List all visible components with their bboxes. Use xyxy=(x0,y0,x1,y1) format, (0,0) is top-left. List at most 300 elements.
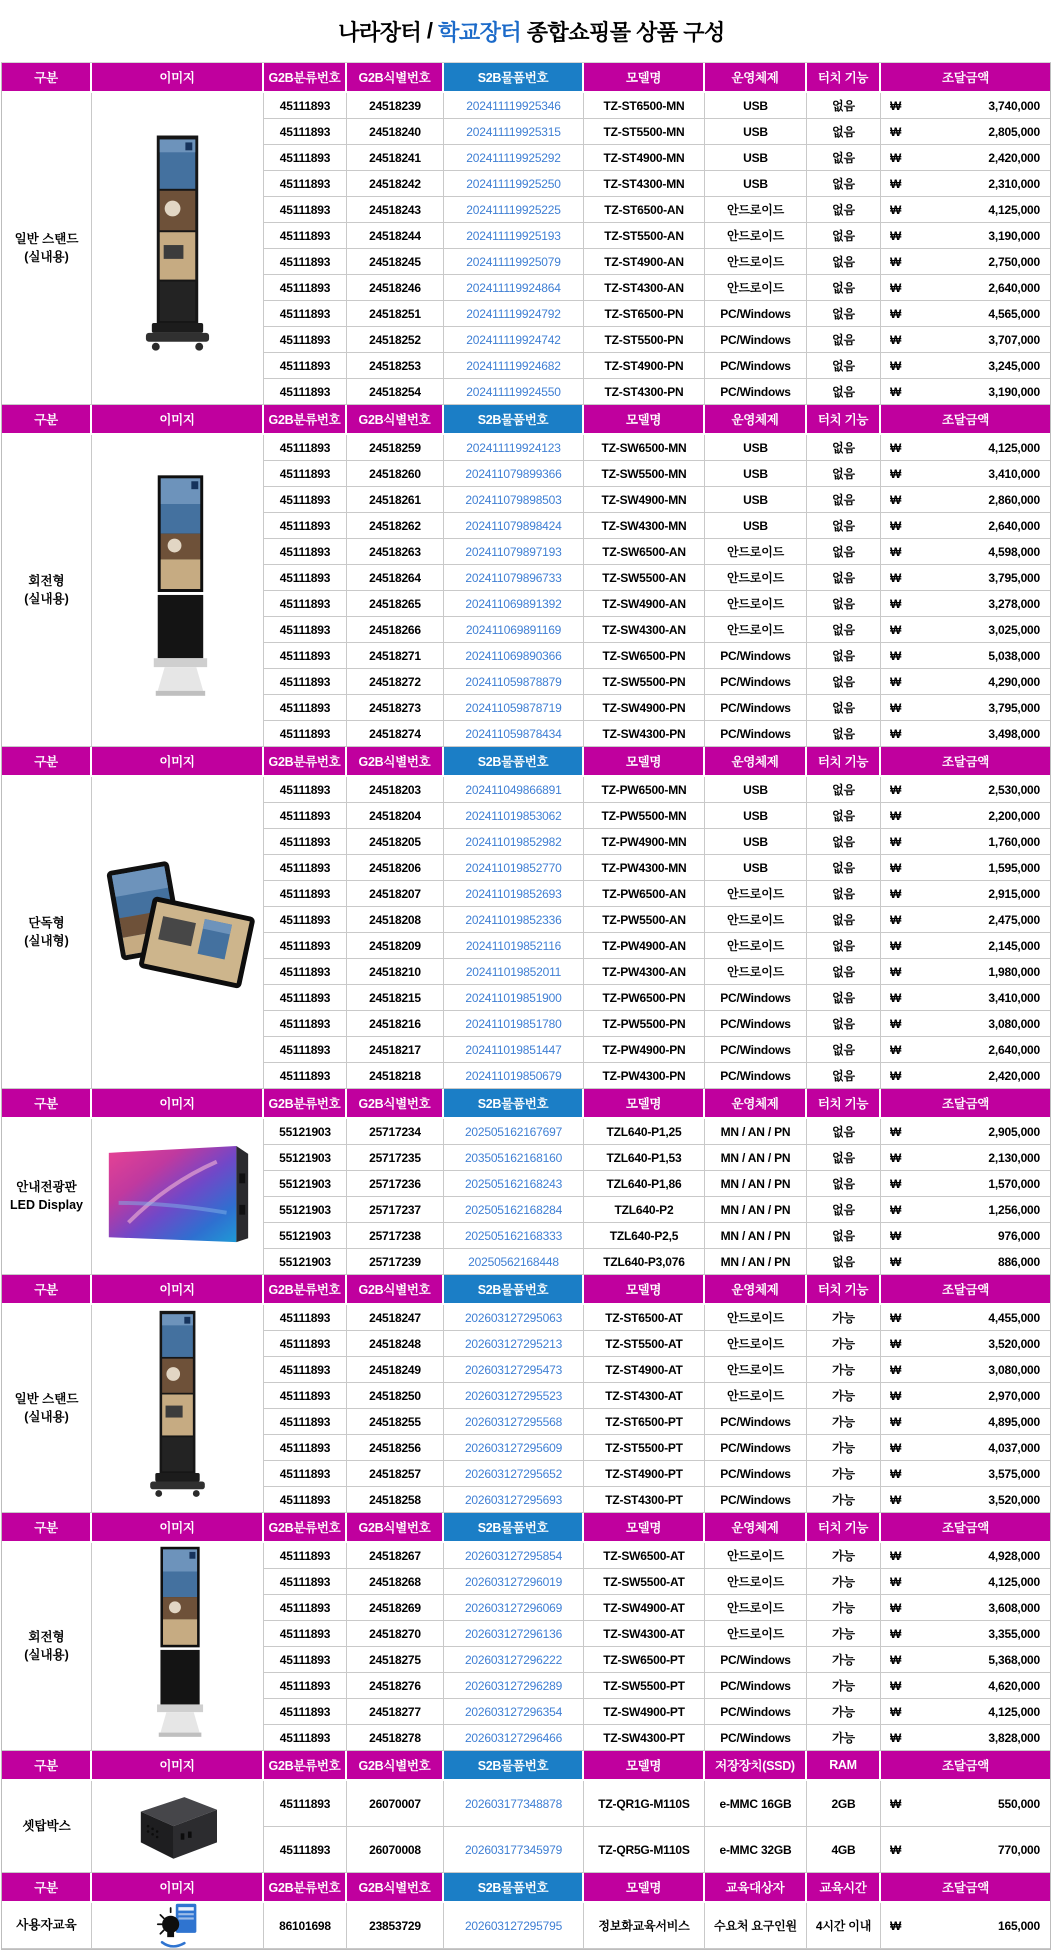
s2b-number-link[interactable]: 202411119925193 xyxy=(444,223,584,249)
column-header-s2b: S2B물품번호 xyxy=(444,405,584,435)
price-value: 3,828,000 xyxy=(988,1730,1040,1745)
g2b-class-cell: 45111893 xyxy=(264,119,347,145)
s2b-number-link[interactable]: 202411019853062 xyxy=(444,803,584,829)
s2b-number-link[interactable]: 202603177348878 xyxy=(444,1781,584,1827)
spec1-cell: PC/Windows xyxy=(705,985,807,1011)
s2b-number-link[interactable]: 202411019852011 xyxy=(444,959,584,985)
g2b-class-cell: 45111893 xyxy=(264,1037,347,1063)
spec1-cell: USB xyxy=(705,461,807,487)
price-cell xyxy=(881,1461,1050,1487)
column-header-7: 교육시간 xyxy=(807,1873,881,1903)
model-cell: TZ-ST5500-PN xyxy=(584,327,705,353)
currency-symbol: ₩ xyxy=(890,440,902,455)
price-cell xyxy=(881,93,1050,119)
spec2-cell: 없음 xyxy=(807,1011,881,1037)
model-cell: TZL640-P2,5 xyxy=(584,1223,705,1249)
s2b-number-link[interactable]: 202411019852116 xyxy=(444,933,584,959)
spec1-cell: 안드로이드 xyxy=(705,907,807,933)
spec1-cell: 안드로이드 xyxy=(705,1595,807,1621)
spec2-cell: 가능 xyxy=(807,1673,881,1699)
price-cell xyxy=(881,829,1050,855)
s2b-number-link[interactable]: 202411079899366 xyxy=(444,461,584,487)
model-cell: TZ-ST4900-AT xyxy=(584,1357,705,1383)
s2b-number-link[interactable]: 202411019851780 xyxy=(444,1011,584,1037)
price-cell xyxy=(881,721,1050,747)
currency-symbol: ₩ xyxy=(890,124,902,139)
g2b-ident-cell: 24518260 xyxy=(347,461,444,487)
g2b-ident-cell: 25717234 xyxy=(347,1119,444,1145)
s2b-number-link[interactable]: 202603127295063 xyxy=(444,1305,584,1331)
s2b-number-link[interactable]: 202411019850679 xyxy=(444,1063,584,1089)
currency-symbol: ₩ xyxy=(890,808,902,823)
s2b-number-link[interactable]: 202603177345979 xyxy=(444,1827,584,1873)
g2b-ident-cell: 24518244 xyxy=(347,223,444,249)
currency-symbol: ₩ xyxy=(890,1600,902,1615)
s2b-number-link[interactable]: 202505162167697 xyxy=(444,1119,584,1145)
spec1-cell: 안드로이드 xyxy=(705,249,807,275)
column-header-2: G2B분류번호 xyxy=(264,1275,347,1305)
column-header-7: 터치 기능 xyxy=(807,747,881,777)
g2b-ident-cell: 24518239 xyxy=(347,93,444,119)
model-cell: TZ-ST4900-MN xyxy=(584,145,705,171)
currency-symbol: ₩ xyxy=(890,912,902,927)
g2b-class-cell: 45111893 xyxy=(264,1569,347,1595)
s2b-number-link[interactable]: 202411059878434 xyxy=(444,721,584,747)
spec1-cell: PC/Windows xyxy=(705,669,807,695)
price-value: 4,125,000 xyxy=(988,202,1040,217)
spec1-cell: MN / AN / PN xyxy=(705,1145,807,1171)
price-cell xyxy=(881,145,1050,171)
price-value: 4,037,000 xyxy=(988,1440,1040,1455)
spec1-cell: MN / AN / PN xyxy=(705,1223,807,1249)
column-header-8: 조달금액 xyxy=(881,63,1050,93)
column-header-6: 운영체제 xyxy=(705,747,807,777)
spec1-cell: MN / AN / PN xyxy=(705,1119,807,1145)
spec2-cell: 없음 xyxy=(807,643,881,669)
product-section-5 xyxy=(2,1513,1050,1751)
spec2-cell: 없음 xyxy=(807,907,881,933)
spec1-cell: USB xyxy=(705,855,807,881)
model-cell: TZ-ST4300-PN xyxy=(584,379,705,405)
s2b-number-link[interactable]: 202411059878719 xyxy=(444,695,584,721)
price-value: 5,038,000 xyxy=(988,648,1040,663)
currency-symbol: ₩ xyxy=(890,834,902,849)
model-cell: TZ-ST6500-PN xyxy=(584,301,705,327)
price-cell xyxy=(881,1249,1050,1275)
column-header-6: 교육대상자 xyxy=(705,1873,807,1903)
model-cell: TZ-ST4300-AT xyxy=(584,1383,705,1409)
s2b-number-link[interactable]: 202603127295854 xyxy=(444,1543,584,1569)
standalone-display-image xyxy=(92,777,264,1089)
s2b-number-link[interactable]: 202603127296069 xyxy=(444,1595,584,1621)
price-value: 1,980,000 xyxy=(988,964,1040,979)
currency-symbol: ₩ xyxy=(890,228,902,243)
currency-symbol: ₩ xyxy=(890,1362,902,1377)
title-separator: / xyxy=(421,18,439,43)
g2b-class-cell: 45111893 xyxy=(264,1305,347,1331)
g2b-class-cell: 45111893 xyxy=(264,1487,347,1513)
model-cell: TZ-SW6500-PT xyxy=(584,1647,705,1673)
price-cell xyxy=(881,1903,1050,1949)
spec2-cell: 4GB xyxy=(807,1827,881,1873)
g2b-class-cell: 45111893 xyxy=(264,1647,347,1673)
s2b-number-link[interactable]: 202603127296136 xyxy=(444,1621,584,1647)
s2b-number-link[interactable]: 202411119925079 xyxy=(444,249,584,275)
currency-symbol: ₩ xyxy=(890,1414,902,1429)
currency-symbol: ₩ xyxy=(890,1548,902,1563)
price-value: 3,080,000 xyxy=(988,1362,1040,1377)
g2b-class-cell: 45111893 xyxy=(264,565,347,591)
price-cell xyxy=(881,1595,1050,1621)
s2b-number-link[interactable]: 20250562168448 xyxy=(444,1249,584,1275)
s2b-number-link[interactable]: 202411119924742 xyxy=(444,327,584,353)
model-cell: TZ-ST6500-MN xyxy=(584,93,705,119)
g2b-class-cell: 45111893 xyxy=(264,301,347,327)
model-cell: TZ-ST6500-AN xyxy=(584,197,705,223)
price-cell xyxy=(881,1063,1050,1089)
currency-symbol: ₩ xyxy=(890,544,902,559)
g2b-class-cell: 45111893 xyxy=(264,1621,347,1647)
price-value: 4,895,000 xyxy=(988,1414,1040,1429)
column-header-5: 모델명 xyxy=(584,405,705,435)
model-cell: TZL640-P1,25 xyxy=(584,1119,705,1145)
spec1-cell: PC/Windows xyxy=(705,379,807,405)
currency-symbol: ₩ xyxy=(890,384,902,399)
currency-symbol: ₩ xyxy=(890,1388,902,1403)
model-cell: TZ-PW4900-PN xyxy=(584,1037,705,1063)
currency-symbol: ₩ xyxy=(890,332,902,347)
spec1-cell: 수요처 요구인원 xyxy=(705,1903,807,1949)
column-header-s2b: S2B물품번호 xyxy=(444,1751,584,1781)
g2b-ident-cell: 24518267 xyxy=(347,1543,444,1569)
price-cell xyxy=(881,1673,1050,1699)
spec2-cell: 가능 xyxy=(807,1331,881,1357)
title-highlight: 학교장터 xyxy=(438,19,522,45)
s2b-number-link[interactable]: 202411119925250 xyxy=(444,171,584,197)
g2b-class-cell: 45111893 xyxy=(264,171,347,197)
s2b-number-link[interactable]: 202411019852336 xyxy=(444,907,584,933)
column-header-3: G2B식별번호 xyxy=(347,1751,444,1781)
s2b-number-link[interactable]: 202411069890366 xyxy=(444,643,584,669)
g2b-class-cell: 45111893 xyxy=(264,985,347,1011)
spec2-cell: 없음 xyxy=(807,513,881,539)
price-value: 4,125,000 xyxy=(988,440,1040,455)
spec2-cell: 없음 xyxy=(807,565,881,591)
s2b-number-link[interactable]: 202603127296354 xyxy=(444,1699,584,1725)
currency-symbol: ₩ xyxy=(890,1310,902,1325)
price-cell xyxy=(881,1171,1050,1197)
spec2-cell: 없음 xyxy=(807,1037,881,1063)
g2b-ident-cell: 24518274 xyxy=(347,721,444,747)
model-cell: TZ-ST5500-AT xyxy=(584,1331,705,1357)
model-cell: TZ-ST4900-AN xyxy=(584,249,705,275)
s2b-number-link[interactable]: 202603127296466 xyxy=(444,1725,584,1751)
s2b-number-link[interactable]: 202411119925346 xyxy=(444,93,584,119)
spec2-cell: 없음 xyxy=(807,1119,881,1145)
s2b-number-link[interactable]: 202603127295609 xyxy=(444,1435,584,1461)
model-cell: TZ-PW4300-MN xyxy=(584,855,705,881)
s2b-number-link[interactable]: 202603127296289 xyxy=(444,1673,584,1699)
s2b-number-link[interactable]: 202603127295568 xyxy=(444,1409,584,1435)
currency-symbol: ₩ xyxy=(890,622,902,637)
g2b-ident-cell: 25717239 xyxy=(347,1249,444,1275)
s2b-number-link[interactable]: 202411019851900 xyxy=(444,985,584,1011)
model-cell: TZ-SW4900-AT xyxy=(584,1595,705,1621)
g2b-class-cell: 45111893 xyxy=(264,487,347,513)
currency-symbol: ₩ xyxy=(890,990,902,1005)
model-cell: TZ-SW4300-MN xyxy=(584,513,705,539)
currency-symbol: ₩ xyxy=(890,202,902,217)
g2b-ident-cell: 24518257 xyxy=(347,1461,444,1487)
g2b-ident-cell: 24518242 xyxy=(347,171,444,197)
s2b-number-link[interactable]: 202603127295473 xyxy=(444,1357,584,1383)
price-cell xyxy=(881,777,1050,803)
s2b-number-link[interactable]: 202603127295795 xyxy=(444,1903,584,1949)
kiosk-stand-image xyxy=(92,1305,264,1513)
price-cell xyxy=(881,803,1050,829)
rotating-stand-image xyxy=(92,435,264,747)
price-cell xyxy=(881,119,1050,145)
g2b-class-cell: 45111893 xyxy=(264,249,347,275)
g2b-ident-cell: 24518253 xyxy=(347,353,444,379)
spec2-cell: 없음 xyxy=(807,1197,881,1223)
spec2-cell: 4시간 이내 xyxy=(807,1903,881,1949)
price-value: 976,000 xyxy=(998,1228,1040,1243)
s2b-number-link[interactable]: 202411019851447 xyxy=(444,1037,584,1063)
s2b-number-link[interactable]: 202411059878879 xyxy=(444,669,584,695)
rotating-stand-image xyxy=(92,1543,264,1751)
g2b-ident-cell: 24518255 xyxy=(347,1409,444,1435)
product-section-1 xyxy=(2,405,1050,747)
g2b-class-cell: 45111893 xyxy=(264,721,347,747)
spec2-cell: 없음 xyxy=(807,1145,881,1171)
spec2-cell: 없음 xyxy=(807,327,881,353)
price-cell xyxy=(881,327,1050,353)
s2b-number-link[interactable]: 202603127295693 xyxy=(444,1487,584,1513)
s2b-number-link[interactable]: 202411119924123 xyxy=(444,435,584,461)
price-value: 3,575,000 xyxy=(988,1466,1040,1481)
g2b-class-cell: 45111893 xyxy=(264,907,347,933)
price-cell xyxy=(881,1331,1050,1357)
spec1-cell: PC/Windows xyxy=(705,643,807,669)
s2b-number-link[interactable]: 202411079897193 xyxy=(444,539,584,565)
s2b-number-link[interactable]: 202411119924550 xyxy=(444,379,584,405)
spec1-cell: PC/Windows xyxy=(705,301,807,327)
s2b-number-link[interactable]: 202603127296222 xyxy=(444,1647,584,1673)
spec2-cell: 없음 xyxy=(807,881,881,907)
spec1-cell: USB xyxy=(705,119,807,145)
g2b-class-cell: 45111893 xyxy=(264,461,347,487)
spec1-cell: PC/Windows xyxy=(705,695,807,721)
price-cell xyxy=(881,539,1050,565)
model-cell: 정보화교육서비스 xyxy=(584,1903,705,1949)
education-image xyxy=(92,1903,264,1949)
currency-symbol: ₩ xyxy=(890,150,902,165)
currency-symbol: ₩ xyxy=(890,674,902,689)
s2b-number-link[interactable]: 202411069891169 xyxy=(444,617,584,643)
currency-symbol: ₩ xyxy=(890,886,902,901)
section-category-label: 일반 스탠드 (실내용) xyxy=(2,1305,92,1513)
model-cell: TZ-ST4900-PN xyxy=(584,353,705,379)
s2b-number-link[interactable]: 202411049866891 xyxy=(444,777,584,803)
price-cell xyxy=(881,643,1050,669)
model-cell: TZ-ST4900-PT xyxy=(584,1461,705,1487)
s2b-number-link[interactable]: 202505162168243 xyxy=(444,1171,584,1197)
price-cell xyxy=(881,1037,1050,1063)
s2b-number-link[interactable]: 202411079896733 xyxy=(444,565,584,591)
spec1-cell: 안드로이드 xyxy=(705,933,807,959)
s2b-number-link[interactable]: 202411019852770 xyxy=(444,855,584,881)
g2b-class-cell: 45111893 xyxy=(264,1357,347,1383)
price-cell xyxy=(881,669,1050,695)
price-cell xyxy=(881,487,1050,513)
model-cell: TZ-SW6500-AN xyxy=(584,539,705,565)
s2b-number-link[interactable]: 202505162168284 xyxy=(444,1197,584,1223)
price-value: 2,860,000 xyxy=(988,492,1040,507)
currency-symbol: ₩ xyxy=(890,1336,902,1351)
model-cell: TZ-SW4900-PN xyxy=(584,695,705,721)
price-value: 3,520,000 xyxy=(988,1492,1040,1507)
s2b-number-link[interactable]: 202603127295213 xyxy=(444,1331,584,1357)
price-cell xyxy=(881,1647,1050,1673)
spec1-cell: 안드로이드 xyxy=(705,1569,807,1595)
model-cell: TZ-SW6500-AT xyxy=(584,1543,705,1569)
s2b-number-link[interactable]: 202411119924792 xyxy=(444,301,584,327)
model-cell: TZ-ST5500-AN xyxy=(584,223,705,249)
price-value: 3,410,000 xyxy=(988,990,1040,1005)
model-cell: TZL640-P1,86 xyxy=(584,1171,705,1197)
g2b-ident-cell: 24518263 xyxy=(347,539,444,565)
g2b-ident-cell: 24518250 xyxy=(347,1383,444,1409)
column-header-8: 조달금액 xyxy=(881,1275,1050,1305)
column-header-3: G2B식별번호 xyxy=(347,1873,444,1903)
g2b-ident-cell: 24518243 xyxy=(347,197,444,223)
spec1-cell: 안드로이드 xyxy=(705,1383,807,1409)
g2b-ident-cell: 24518278 xyxy=(347,1725,444,1751)
model-cell: TZL640-P1,53 xyxy=(584,1145,705,1171)
price-cell xyxy=(881,1119,1050,1145)
currency-symbol: ₩ xyxy=(890,254,902,269)
spec2-cell: 없음 xyxy=(807,1249,881,1275)
spec2-cell: 없음 xyxy=(807,829,881,855)
column-header-5: 모델명 xyxy=(584,1513,705,1543)
s2b-number-link[interactable]: 202411069891392 xyxy=(444,591,584,617)
s2b-number-link[interactable]: 202603127296019 xyxy=(444,1569,584,1595)
s2b-number-link[interactable]: 202411119925225 xyxy=(444,197,584,223)
price-value: 2,970,000 xyxy=(988,1388,1040,1403)
spec2-cell: 없음 xyxy=(807,145,881,171)
g2b-ident-cell: 24518218 xyxy=(347,1063,444,1089)
g2b-ident-cell: 24518266 xyxy=(347,617,444,643)
s2b-number-link[interactable]: 202411079898503 xyxy=(444,487,584,513)
s2b-number-link[interactable]: 202411119924682 xyxy=(444,353,584,379)
g2b-ident-cell: 25717235 xyxy=(347,1145,444,1171)
column-header-7: 터치 기능 xyxy=(807,63,881,93)
column-header-8: 조달금액 xyxy=(881,1751,1050,1781)
column-header-1: 이미지 xyxy=(92,405,264,435)
s2b-number-link[interactable]: 202411079898424 xyxy=(444,513,584,539)
currency-symbol: ₩ xyxy=(890,726,902,741)
price-value: 3,498,000 xyxy=(988,726,1040,741)
s2b-number-link[interactable]: 202411119925315 xyxy=(444,119,584,145)
model-cell: TZ-SW6500-PN xyxy=(584,643,705,669)
model-cell: TZ-ST5500-PT xyxy=(584,1435,705,1461)
price-value: 3,245,000 xyxy=(988,358,1040,373)
model-cell: TZ-SW5500-AT xyxy=(584,1569,705,1595)
currency-symbol: ₩ xyxy=(890,700,902,715)
g2b-class-cell: 45111893 xyxy=(264,1409,347,1435)
price-cell xyxy=(881,695,1050,721)
price-cell xyxy=(881,1011,1050,1037)
g2b-ident-cell: 24518205 xyxy=(347,829,444,855)
price-value: 770,000 xyxy=(998,1842,1040,1857)
g2b-ident-cell: 24518215 xyxy=(347,985,444,1011)
s2b-number-link[interactable]: 202411119924864 xyxy=(444,275,584,301)
s2b-number-link[interactable]: 202411019852982 xyxy=(444,829,584,855)
spec1-cell: PC/Windows xyxy=(705,327,807,353)
column-header-7: 터치 기능 xyxy=(807,1275,881,1305)
column-header-2: G2B분류번호 xyxy=(264,1089,347,1119)
currency-symbol: ₩ xyxy=(890,518,902,533)
currency-symbol: ₩ xyxy=(890,860,902,875)
s2b-number-link[interactable]: 202603127295523 xyxy=(444,1383,584,1409)
column-header-0: 구분 xyxy=(2,1089,92,1119)
model-cell: TZ-PW6500-PN xyxy=(584,985,705,1011)
s2b-number-link[interactable]: 202411019852693 xyxy=(444,881,584,907)
g2b-ident-cell: 24518241 xyxy=(347,145,444,171)
spec1-cell: USB xyxy=(705,171,807,197)
spec2-cell: 없음 xyxy=(807,249,881,275)
spec2-cell: 없음 xyxy=(807,197,881,223)
price-cell xyxy=(881,881,1050,907)
price-value: 1,760,000 xyxy=(988,834,1040,849)
price-value: 3,190,000 xyxy=(988,228,1040,243)
price-cell xyxy=(881,513,1050,539)
price-value: 3,355,000 xyxy=(988,1626,1040,1641)
g2b-ident-cell: 24518271 xyxy=(347,643,444,669)
g2b-class-cell: 45111893 xyxy=(264,1725,347,1751)
spec2-cell: 없음 xyxy=(807,617,881,643)
price-value: 2,530,000 xyxy=(988,782,1040,797)
s2b-number-link[interactable]: 202603127295652 xyxy=(444,1461,584,1487)
price-value: 2,420,000 xyxy=(988,150,1040,165)
price-value: 2,310,000 xyxy=(988,176,1040,191)
price-value: 3,278,000 xyxy=(988,596,1040,611)
s2b-number-link[interactable]: 202505162168333 xyxy=(444,1223,584,1249)
column-header-5: 모델명 xyxy=(584,1873,705,1903)
column-header-8: 조달금액 xyxy=(881,1089,1050,1119)
s2b-number-link[interactable]: 203505162168160 xyxy=(444,1145,584,1171)
price-value: 3,410,000 xyxy=(988,466,1040,481)
price-cell xyxy=(881,379,1050,405)
price-value: 1,256,000 xyxy=(988,1202,1040,1217)
s2b-number-link[interactable]: 202411119925292 xyxy=(444,145,584,171)
g2b-ident-cell: 26070008 xyxy=(347,1827,444,1873)
g2b-ident-cell: 24518276 xyxy=(347,1673,444,1699)
price-cell xyxy=(881,1197,1050,1223)
column-header-0: 구분 xyxy=(2,63,92,93)
price-cell xyxy=(881,1383,1050,1409)
column-header-8: 조달금액 xyxy=(881,405,1050,435)
currency-symbol: ₩ xyxy=(890,280,902,295)
spec1-cell: USB xyxy=(705,777,807,803)
model-cell: TZ-SW6500-MN xyxy=(584,435,705,461)
price-value: 4,928,000 xyxy=(988,1548,1040,1563)
g2b-class-cell: 45111893 xyxy=(264,959,347,985)
spec1-cell: 안드로이드 xyxy=(705,275,807,301)
spec2-cell: 없음 xyxy=(807,223,881,249)
g2b-class-cell: 55121903 xyxy=(264,1223,347,1249)
